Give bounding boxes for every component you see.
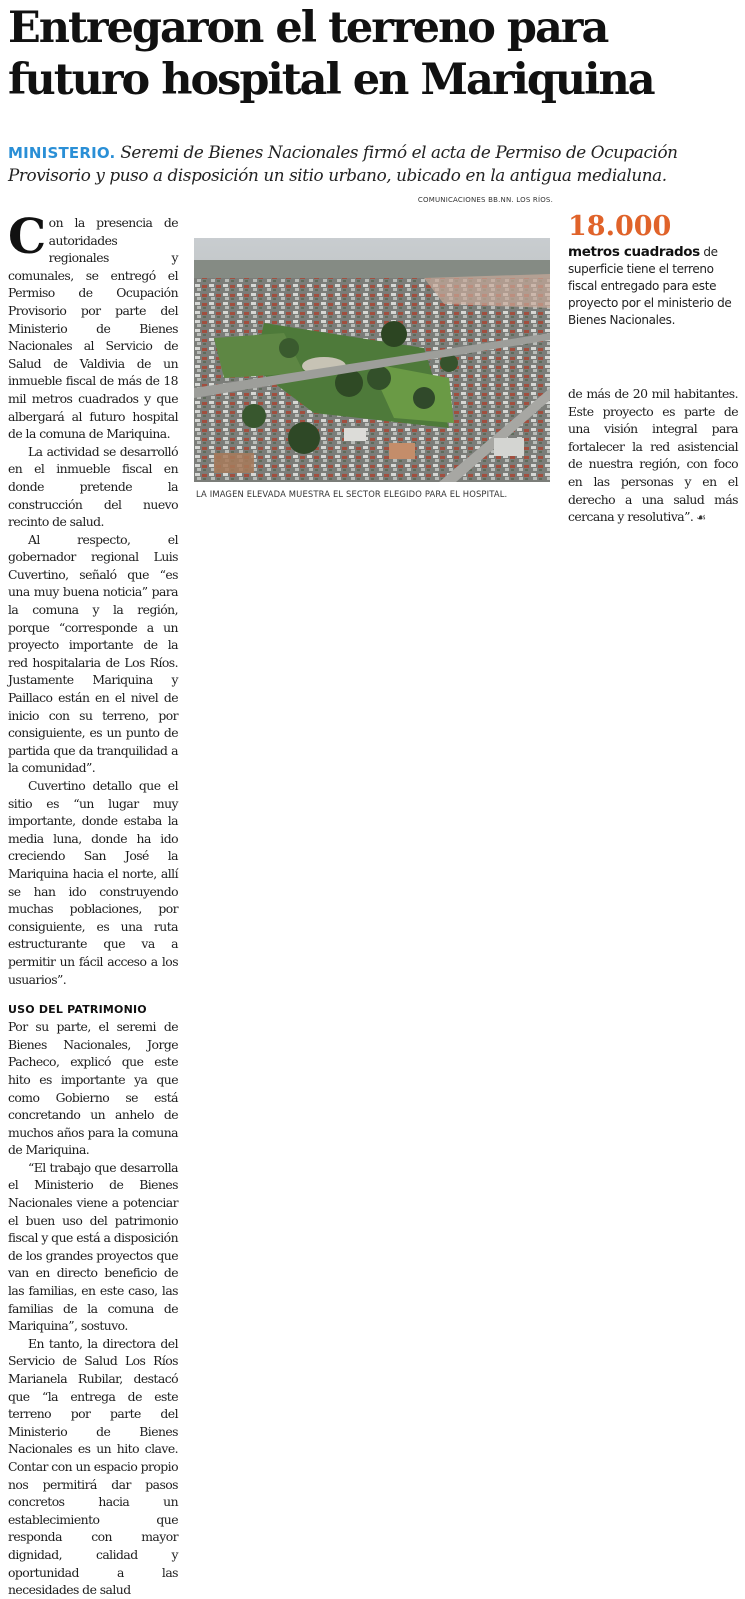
body-column-1 [8,209,178,1599]
paragraph-5: Por su parte, el seremi de Bienes Nacionales, Jorge Pacheco, explicó que este hito es importante ya que como Gobierno se está concretando un anhelo de muchos años para la comuna de Mariquina. [8,1019,178,1158]
paragraph-6: “El trabajo que desarrolla el Ministerio de Bienes Nacionales viene a potenciar el buen uso del patrimonio fiscal y que está a disposición de los grandes proyectos que van en directo beneficio de las familias, en este caso, las familias de la comuna de Mariquina”, sostuvo. [8,1159,178,1334]
factbox-number: 18.000 [568,211,672,242]
paragraph-7: En tanto, la directora del Servicio de Salud Los Ríos Marianela Rubilar, destacó que “la entrega de este terreno por parte del Ministerio de Bienes Nacionales es un hito clave. Contar con un espacio propio nos permitirá dar pasos concretos hacia un establecimiento que responda con mayor dignidad, calidad y oportunidad a las necesidades de salud [8,1335,178,1598]
factbox-bold: metros cuadrados [568,244,700,260]
paragraph-3: Al respecto, el gobernador regional Luis Cuvertino, señaló que “es una muy buena noticia” para la comuna y la región, porque “corresponde a un proyecto importante de la red hospitalaria de Los Ríos. Justamente Mariquina y Paillaco están en el nivel de inicio con su terreno, por consiguiente, es un punto de partida que da tranquilidad a la comunidad”. [8,531,178,776]
paragraph-1-text: on la presencia de autoridades regionales y comunales, se entregó el Permiso de Ocupación Provisorio por parte del Ministerio de Bienes Nacionales al Servicio de Salud de Valdivia de un inmueble fiscal de más de 18 mil metros cuadrados y que albergará al futuro hospital de la comuna de Mariquina. [8,215,178,442]
paragraph-8-text: de más de 20 mil habitantes. Este proyecto es parte de una visión integral para fortalecer la red asistencial de nuestra región, con foco en las personas y en el derecho a una salud más cercana y resolutiva”. [568,386,738,525]
aerial-photo [194,238,550,482]
photo-credit: COMUNICACIONES BB.NN. LOS RÍOS. [417,196,553,204]
factbox-text [568,244,738,329]
paragraph-8 [568,385,738,527]
factbox [568,210,738,329]
subhead: USO DEL PATRIMONIO [8,1003,147,1017]
body-column-3 [568,385,738,527]
photo-caption: LA IMAGEN ELEVADA MUESTRA EL SECTOR ELEGIDO PARA EL HOSPITAL. [196,489,508,499]
paragraph-4: Cuvertino detallo que el sitio es “un lugar muy importante, donde estaba la media luna, donde ha ido creciendo San José la Mariquina hacia el norte, allí se han ido construyendo muchas poblaciones, por consiguiente, es una ruta estructurante que va a permitir un fácil acceso a los usuarios”. [8,778,178,987]
deck [8,141,738,186]
kicker: MINISTERIO. [8,144,116,162]
end-mark-icon: ☙ [696,511,706,525]
deck-text: Seremi de Bienes Nacionales firmó el acta de Permiso de Ocupación Provisorio y puso a disposición un sitio urbano, ubicado en la antigua medialuna. [8,142,678,185]
factbox-body: de superficie tiene el terreno fiscal entregado para este proyecto por el ministerio de Bienes Nacionales. [568,245,732,327]
paragraph-2: La actividad se desarrolló en el inmueble fiscal en donde pretende la construcción del nuevo recinto de salud. [8,443,178,530]
paragraph-1 [8,209,178,443]
drop-cap: C [8,209,46,265]
headline: Entregaron el terreno para futuro hospital en Mariquina [8,3,654,105]
